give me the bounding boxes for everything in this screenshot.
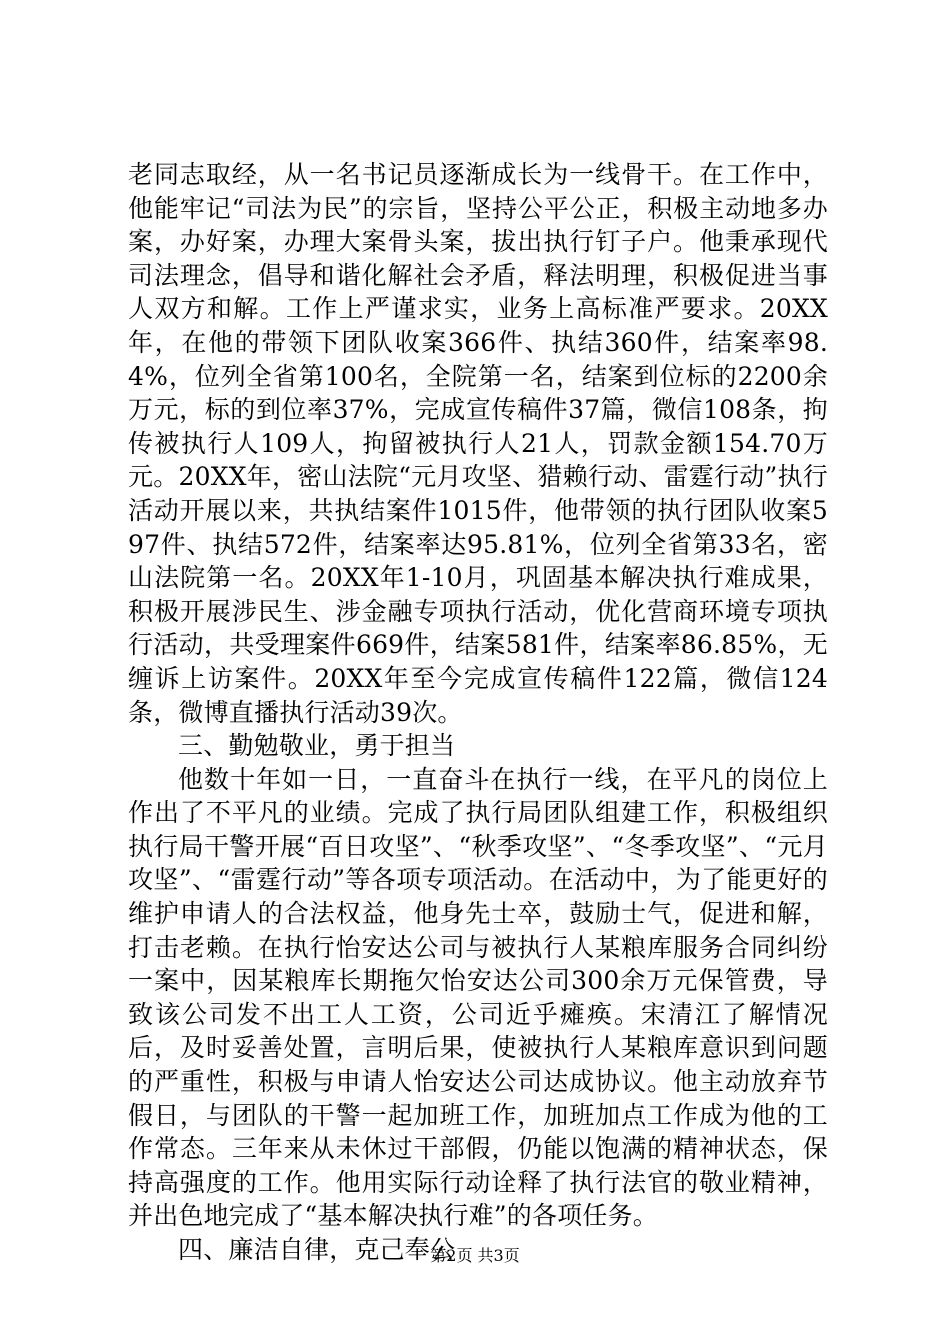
page-number: 第2页 共3页 (430, 1246, 520, 1265)
section-heading-diligence: 三、勤勉敬业，勇于担当 (178, 731, 456, 761)
body-paragraph-achievements: 老同志取经，从一名书记员逐渐成长为一线骨干。在工作中，他能牢记“司法为民”的宗旨，坚持公平公正，积极主动地多办案，办好案，办理大案骨头案，拔出执行钉子户。他秉承现代司法理念，倡导和谐化解社会矛盾，释法明理，积极促进当事人双方和解。工作上严谨求实，业务上高标准严要求。20XX年，在他的带领下团队收案366件、执结360件，结案率98.4%，位列全省第100名，全院第一名，结案到位标的2200余万元，标的到位率37%，完成宣传稿件37篇，微信108条，拘传被执行人109人，拘留被执行人21人，罚款金额154.70万元。20XX年，密山法院“元月攻坚、猎赖行动、雷霆行动”执行活动开展以来，共执结案件1015件，他带领的执行团队收案597件、执结572件，结案率达95.81%，位列全省第33名，密山法院第一名。20XX年1-10月，巩固基本解决执行难成果，积极开展涉民生、涉金融专项执行活动，优化营商环境专项执行活动，共受理案件669件，结案581件，结案率86.85%，无缠诉上访案件。20XX年至今完成宣传稿件122篇，微信124条，微博直播执行活动39次。 (128, 160, 828, 727)
document-body (128, 158, 828, 1267)
body-paragraph-diligence: 他数十年如一日，一直奋斗在执行一线，在平凡的岗位上作出了不平凡的业绩。完成了执行局团队组建工作，积极组织执行局干警开展“百日攻坚”、“秋季攻坚”、“冬季攻坚”、“元月攻坚”、“雷霆行动”等各项专项活动。在活动中，为了能更好的维护申请人的合法权益，他身先士卒，鼓励士气，促进和解，打击老赖。在执行怡安达公司与被执行人某粮库服务合同纠纷一案中，因某粮库长期拖欠怡安达公司300余万元保管费，导致该公司发不出工人工资，公司近乎瘫痪。宋清江了解情况后，及时妥善处置，言明后果，使被执行人某粮库意识到问题的严重性，积极与申请人怡安达公司达成协议。他主动放弃节假日，与团队的干警一起加班工作，加班加点工作成为他的工作常态。三年来从未休过干部假，仍能以饱满的精神状态，保持高强度的工作。他用实际行动诠释了执行法官的敬业精神，并出色地完成了“基本解决执行难”的各项任务。 (128, 764, 828, 1231)
page-footer (0, 1246, 950, 1266)
section-heading-integrity: 四、廉洁自律，克己奉公 (178, 1235, 456, 1264)
